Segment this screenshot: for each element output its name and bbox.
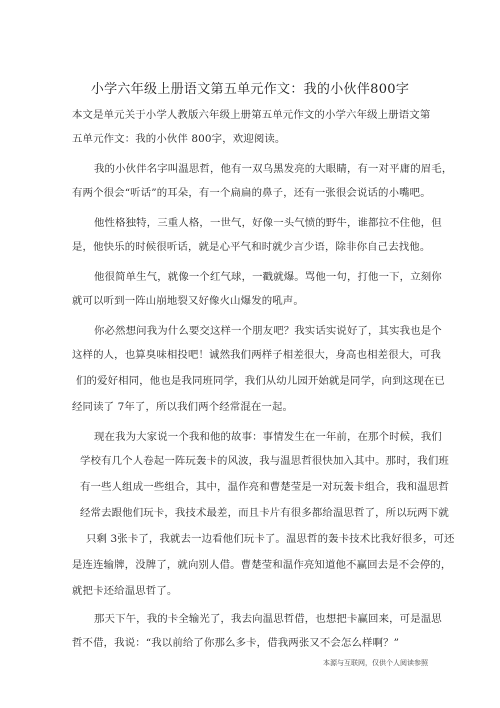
paragraph-1-line-1: 我的小伙伴名字叫温思哲，他有一双乌黑发亮的大眼睛，有一对平庸的眉毛， <box>94 163 453 175</box>
paragraph-5-line-1: 现在我为大家说一个我和他的故事：事情发生在一年前，在那个时候，我们 <box>94 431 442 443</box>
paragraph-5-line-3: 有一些人组成一些组合，其中，温作亮和曹楚莹是一对玩轰卡组合，我和温思哲 <box>80 481 449 493</box>
paragraph-5-line-4: 经常去跟他们玩卡，我技术最差，而且卡片有很多都给温思哲了，所以玩两下就 <box>80 507 449 519</box>
paragraph-2-line-2: 是，他快乐的时候很听话，就是心平气和时就少言少语，除非你自己去找他。 <box>72 241 431 253</box>
paragraph-1-line-2: 有两个很会“听话”的耳朵，有一个扁扁的鼻子，还有一张很会说话的小嘴吧。 <box>72 187 431 199</box>
paragraph-4-line-3: 们的爱好相同，他也是我同班同学，我们从幼儿园开始就是同学，向到这现在已 <box>76 375 445 387</box>
paragraph-5-line-6: 是连连输牌，没牌了，就向别人借。曹楚莹和温作亮知道他不赢回去是不会停的， <box>72 559 452 571</box>
paragraph-4-line-2: 这样的人，也算臭味相投吧！诚然我们两样子相差很大，身高也相差很大，可我 <box>72 349 441 361</box>
paragraph-6-line-1: 那天下午，我的卡全输光了，我去向温思哲借，也想把卡赢回来，可是温思 <box>94 613 442 625</box>
intro-line-1: 本文是单元关于小学人教版六年级上册第五单元作文的小学六年级上册语文第 <box>72 109 431 121</box>
paragraph-2-line-1: 他性格独特，三重人格，一世气，好像一头气愤的野牛，谁都拉不住他，但 <box>94 217 442 229</box>
paragraph-5-line-5: 只剩 3张卡了，我就去一边看他们玩卡了。温思哲的轰卡技术比我好很多，可还 <box>86 533 455 545</box>
paragraph-4-line-4: 经同读了 7年了，所以我们两个经常混在一起。 <box>72 401 294 413</box>
paragraph-5-line-7: 就把卡还给温思哲了。 <box>72 585 178 597</box>
paragraph-3-line-1: 他很简单生气，就像一个红气球，一戳就爆。骂他一句，打他一下，立刻你 <box>94 271 442 283</box>
paragraph-3-line-2: 就可以听到一阵山崩地裂又好像火山爆发的吼声。 <box>72 295 304 307</box>
intro-line-2: 五单元作文：我的小伙伴 800字，欢迎阅读。 <box>72 133 286 145</box>
paragraph-5-line-2: 学校有几个人卷起一阵玩轰卡的风波，我与温思哲很快加入其中。那时，我们班 <box>80 455 449 467</box>
footer-note: 本源与互联网，仅供个人阅读参照 <box>323 659 428 667</box>
document-title: 小学六年级上册语文第五单元作文：我的小伙伴800字 <box>90 82 410 97</box>
paragraph-6-line-2: 哲不借，我说：“我以前给了你那么多卡，借我两张又不会怎么样啊？” <box>72 637 400 649</box>
paragraph-4-line-1: 你必然想问我为什么要交这样一个朋友吧？我实话实说好了，其实我也是个 <box>94 325 442 337</box>
